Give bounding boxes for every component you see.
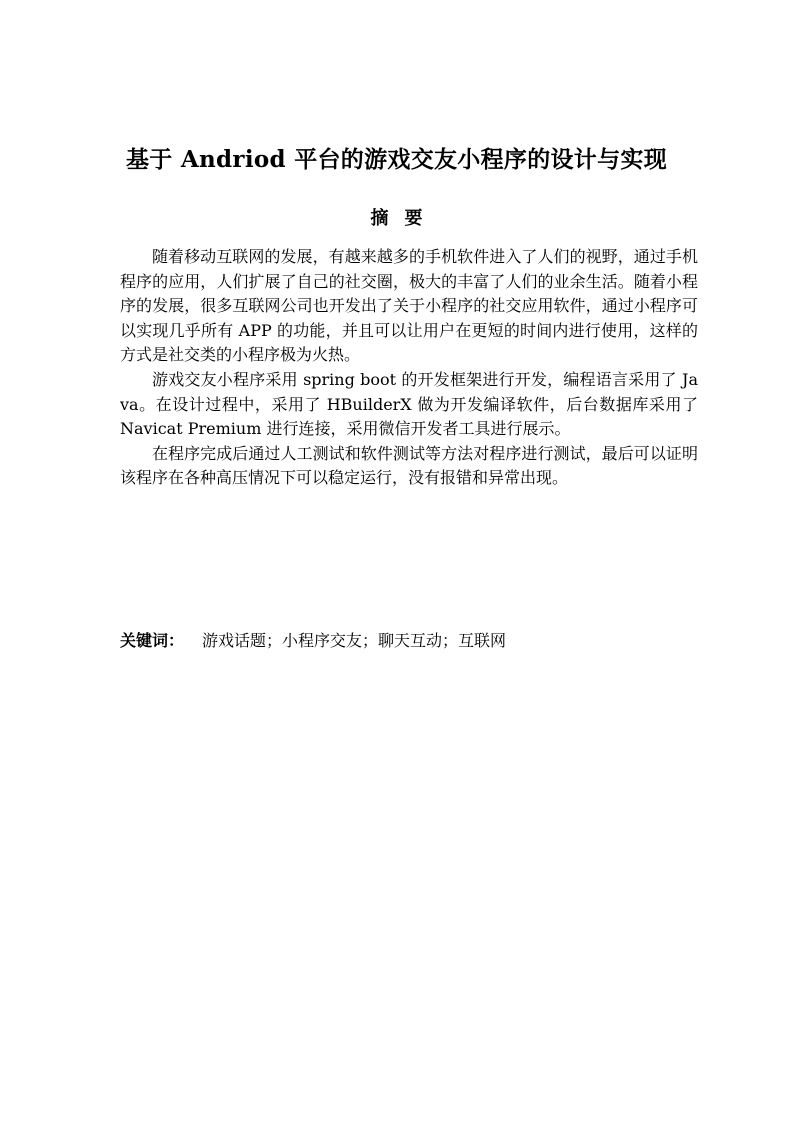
keywords-label: 关键词： bbox=[120, 631, 185, 650]
abstract-heading: 摘要 bbox=[370, 208, 439, 229]
abstract-paragraph-3: 在程序完成后通过人工测试和软件测试等方法对程序进行测试，最后可以证明该程序在各种高压情况下可以稳定运行，没有报错和异常出现。 bbox=[120, 443, 698, 488]
keywords-list: 游戏话题；小程序交友；聊天互动；互联网 bbox=[202, 631, 507, 650]
abstract-body bbox=[120, 245, 698, 491]
keywords-line bbox=[120, 629, 698, 653]
abstract-paragraph-2: 游戏交友小程序采用 spring boot 的开发框架进行开发，编程语言采用了 Java。在设计过程中，采用了 HBuilderX 做为开发编译软件，后台数据库采用了 Navicat Premium 进行连接，采用微信开发者工具进行展示。 bbox=[120, 369, 698, 439]
abstract-paragraph-1: 随着移动互联网的发展，有越来越多的手机软件进入了人们的视野，通过手机程序的应用，人们扩展了自己的社交圈，极大的丰富了人们的业余生活。随着小程序的发展，很多互联网公司也开发出了关于小程序的社交应用软件，通过小程序可以实现几乎所有 APP 的功能，并且可以让用户在更短的时间内进行使用，这样的方式是社交类的小程序极为火热。 bbox=[120, 247, 698, 365]
document-title: 基于 Andriod 平台的游戏交友小程序的设计与实现 bbox=[125, 146, 668, 173]
